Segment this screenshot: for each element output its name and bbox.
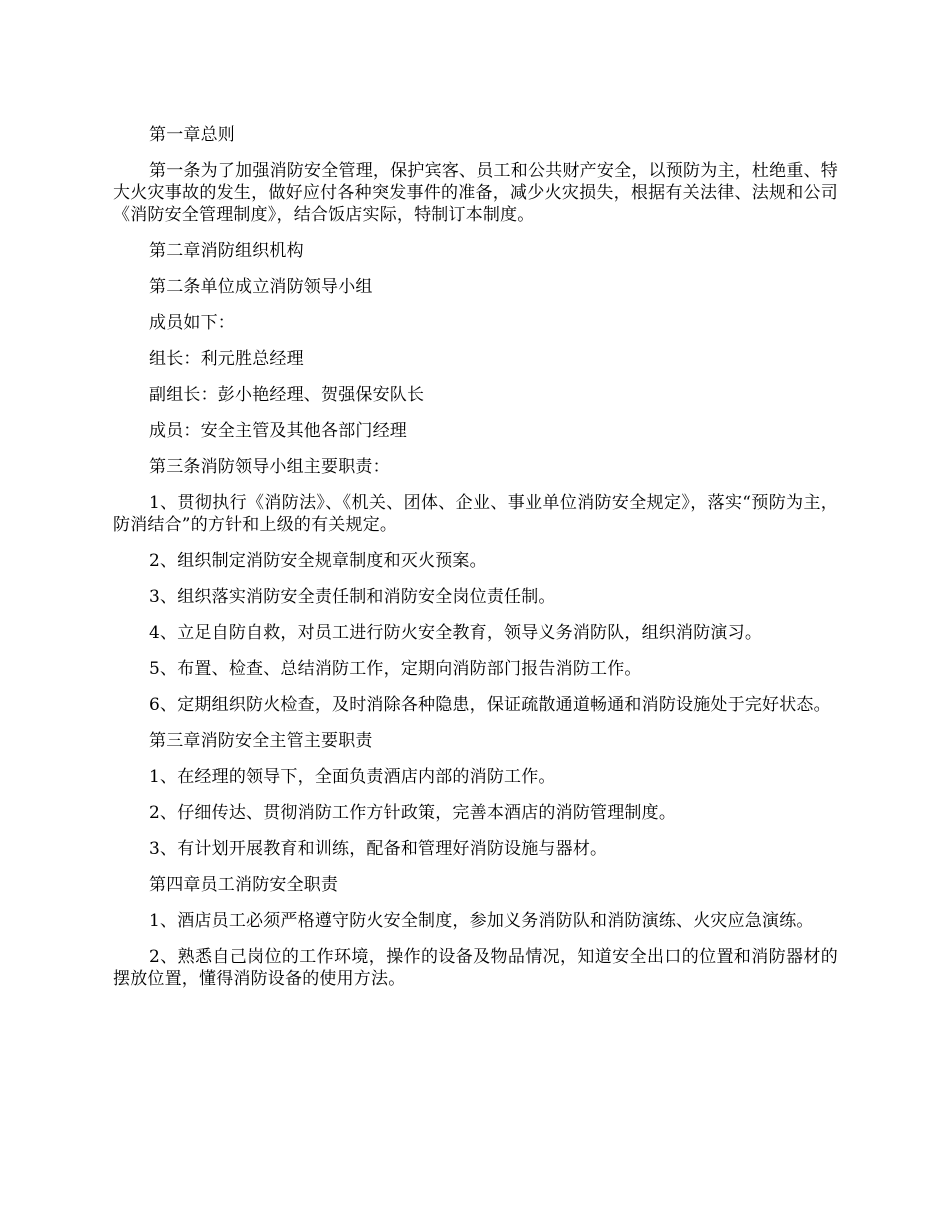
list-item: 3、组织落实消防安全责任制和消防安全岗位责任制。	[149, 587, 556, 607]
document-body	[113, 124, 838, 1004]
list-item: 1、酒店员工必须严格遵守防火安全制度，参加义务消防队和消防演练、火灾应急演练。	[149, 911, 814, 931]
list-item: 3、有计划开展教育和训练，配备和管理好消防设施与器材。	[149, 839, 608, 859]
list-item: 2、组织制定消防安全规章制度和灭火预案。	[149, 551, 487, 571]
list-item: 6、定期组织防火检查，及时消除各种隐患，保证疏散通道畅通和消防设施处于完好状态。	[149, 695, 831, 715]
chapter-heading: 第四章员工消防安全职责	[149, 875, 339, 895]
list-item: 2、熟悉自己岗位的工作环境，操作的设备及物品情况，知道安全出口的位置和消防器材的摆放位置，懂得消防设备的使用方法。	[113, 947, 838, 989]
article-heading: 第二条单位成立消防领导小组	[149, 277, 373, 297]
list-item: 1、在经理的领导下，全面负责酒店内部的消防工作。	[149, 767, 556, 787]
list-item: 4、立足自防自救，对员工进行防火安全教育，领导义务消防队，组织消防演习。	[149, 623, 763, 643]
chapter-heading: 第二章消防组织机构	[149, 241, 304, 261]
paragraph: 组长：利元胜总经理	[149, 349, 304, 369]
list-item: 5、布置、检查、总结消防工作，定期向消防部门报告消防工作。	[149, 659, 642, 679]
list-item: 1、贯彻执行《消防法》、《机关、团体、企业、事业单位消防安全规定》，落实“预防为主，防消结合”的方针和上级的有关规定。	[113, 493, 838, 535]
paragraph: 副组长：彭小艳经理、贺强保安队长	[149, 385, 425, 405]
paragraph: 第一条为了加强消防安全管理，保护宾客、员工和公共财产安全，以预防为主，杜绝重、特大火灾事故的发生，做好应付各种突发事件的准备，减少火灾损失，根据有关法律、法规和公司《消防安全管理制度》，结合饭店实际，特制订本制度。	[113, 161, 838, 225]
chapter-heading: 第一章总则	[149, 125, 235, 145]
paragraph: 成员如下：	[149, 313, 235, 333]
list-item: 2、仔细传达、贯彻消防工作方针政策，完善本酒店的消防管理制度。	[149, 803, 677, 823]
article-heading: 第三条消防领导小组主要职责：	[149, 457, 390, 477]
chapter-heading: 第三章消防安全主管主要职责	[149, 731, 373, 751]
paragraph: 成员：安全主管及其他各部门经理	[149, 421, 407, 441]
